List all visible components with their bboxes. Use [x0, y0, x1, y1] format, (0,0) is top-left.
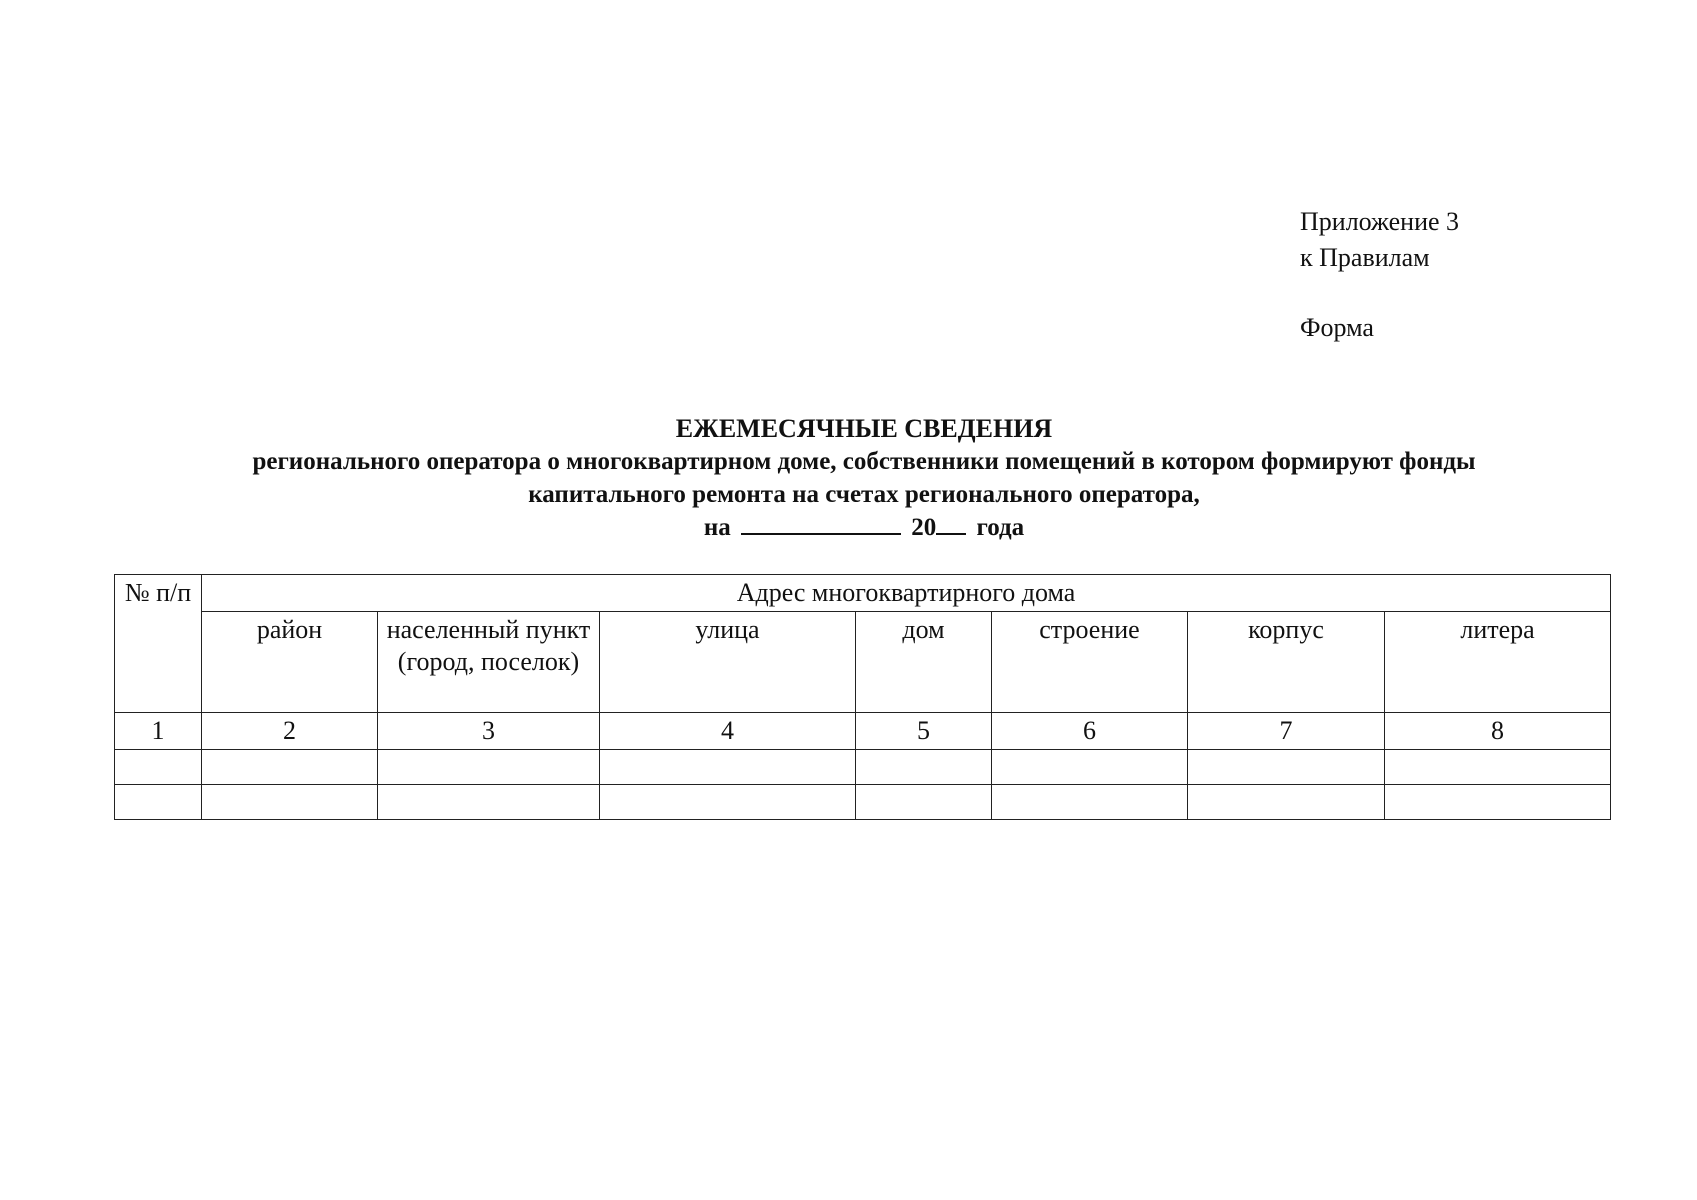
- table-row: [115, 785, 1611, 820]
- appendix-block: [1300, 204, 1459, 346]
- col-header-block: корпус: [1188, 612, 1385, 713]
- form-label: Форма: [1300, 313, 1374, 342]
- column-number: 7: [1188, 713, 1385, 750]
- empty-cell[interactable]: [115, 785, 202, 820]
- table-header-row: [115, 575, 1611, 612]
- empty-cell[interactable]: [1188, 750, 1385, 785]
- col-header-street: улица: [600, 612, 856, 713]
- col-header-letter: литера: [1385, 612, 1611, 713]
- address-header: Адрес многоквартирного дома: [202, 575, 1611, 612]
- title-subtitle-line1: регионального оператора о многоквартирном доме, собственники помещений в котором формируют фонды: [252, 448, 1476, 475]
- empty-cell[interactable]: [992, 750, 1188, 785]
- column-numbers-row: [115, 713, 1611, 750]
- appendix-number: Приложение 3: [1300, 207, 1460, 236]
- empty-cell[interactable]: [202, 785, 378, 820]
- column-number: 6: [992, 713, 1188, 750]
- empty-cell[interactable]: [600, 750, 856, 785]
- date-suffix: года: [976, 514, 1025, 541]
- empty-cell[interactable]: [115, 750, 202, 785]
- title-main: ЕЖЕМЕСЯЧНЫЕ СВЕДЕНИЯ: [675, 414, 1053, 443]
- title-date-line: [110, 511, 1618, 544]
- column-number: 8: [1385, 713, 1611, 750]
- date-year: 20: [911, 514, 937, 541]
- empty-cell[interactable]: [1385, 785, 1611, 820]
- empty-cell[interactable]: [856, 785, 992, 820]
- appendix-rules-ref: к Правилам: [1300, 243, 1430, 272]
- col-header-building: строение: [992, 612, 1188, 713]
- empty-cell[interactable]: [1385, 750, 1611, 785]
- empty-cell[interactable]: [600, 785, 856, 820]
- col-header-district: район: [202, 612, 378, 713]
- table-row: [115, 750, 1611, 785]
- empty-cell[interactable]: [378, 750, 600, 785]
- column-number: 2: [202, 713, 378, 750]
- column-number: 5: [856, 713, 992, 750]
- col-header-house: дом: [856, 612, 992, 713]
- date-blank-field[interactable]: [741, 511, 901, 535]
- empty-cell[interactable]: [1188, 785, 1385, 820]
- col-header-locality: населенный пункт (город, поселок): [378, 612, 600, 713]
- col-number-header: № п/п: [115, 575, 202, 713]
- empty-cell[interactable]: [202, 750, 378, 785]
- column-number: 4: [600, 713, 856, 750]
- table-subheader-row: [115, 612, 1611, 713]
- address-table: [114, 574, 1611, 820]
- empty-cell[interactable]: [378, 785, 600, 820]
- year-blank-field[interactable]: [936, 511, 966, 535]
- title-subtitle-line2: капитального ремонта на счетах регионального оператора,: [528, 481, 1200, 508]
- document-title: [110, 412, 1618, 544]
- column-number: 1: [115, 713, 202, 750]
- column-number: 3: [378, 713, 600, 750]
- empty-cell[interactable]: [856, 750, 992, 785]
- date-prefix: на: [703, 514, 731, 541]
- empty-cell[interactable]: [992, 785, 1188, 820]
